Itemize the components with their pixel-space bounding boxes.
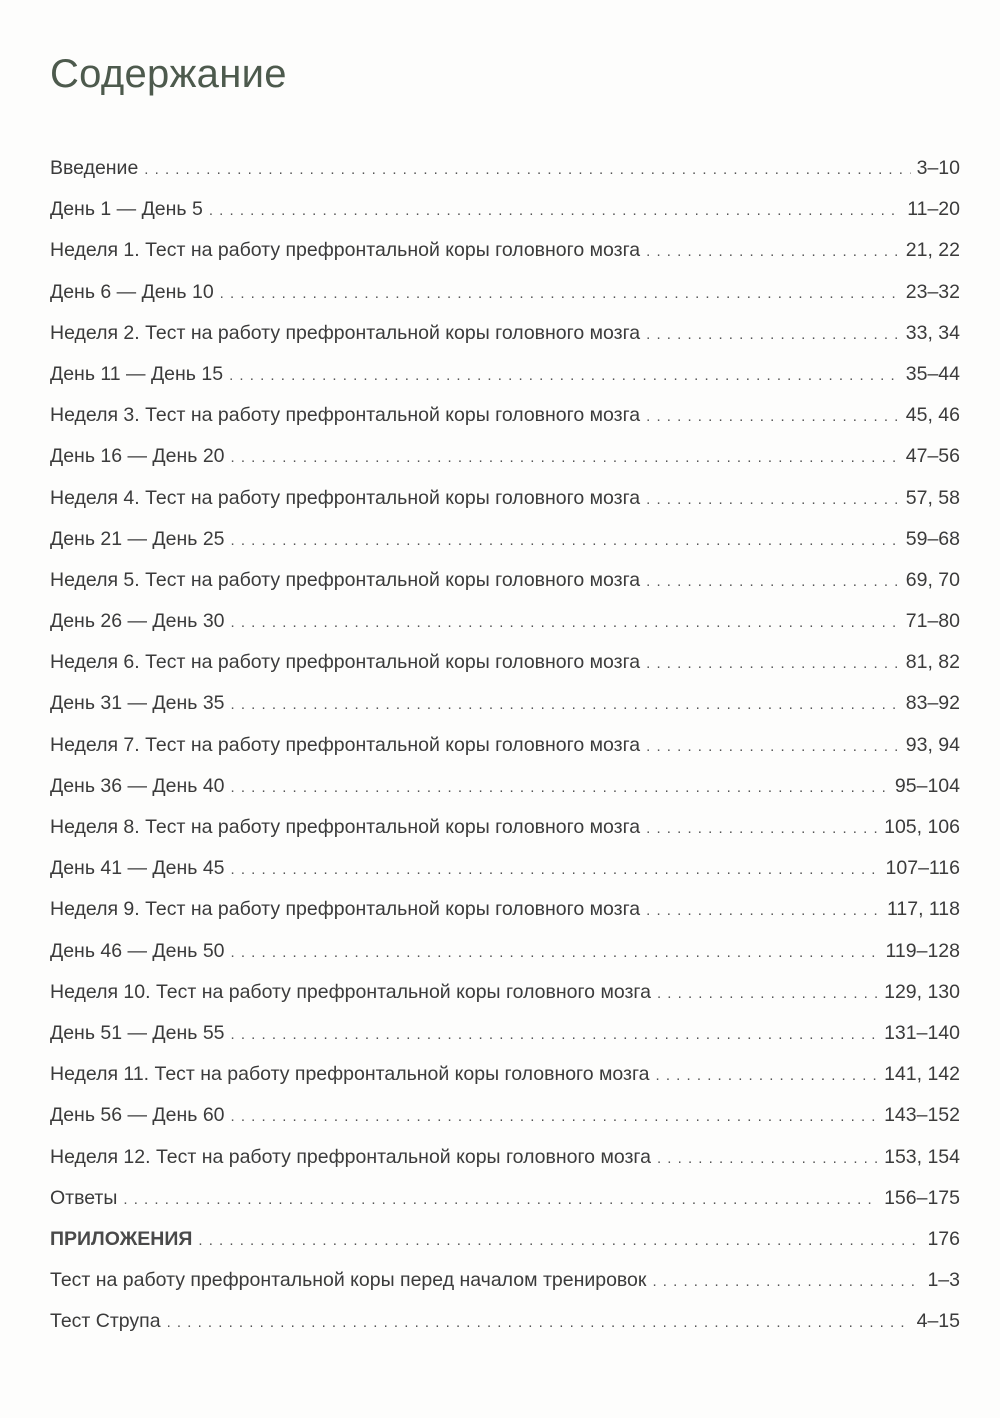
toc-entry-pages: 105, 106	[884, 816, 960, 838]
toc-entry-label: Неделя 10. Тест на работу префронтальной коры головного мозга	[50, 980, 651, 1003]
toc-entry-label: День 56 — День 60	[50, 1104, 225, 1127]
dot-leader	[646, 561, 900, 602]
toc-entry-pages: 11–20	[907, 198, 960, 221]
dot-leader	[646, 396, 900, 437]
toc-entry-pages: 95–104	[894, 774, 960, 797]
toc-entry-pages: 117, 118	[886, 898, 960, 921]
dot-leader	[144, 149, 910, 190]
toc-entry[interactable]	[50, 1178, 960, 1219]
toc-entry-pages: 35–44	[905, 362, 960, 385]
toc-entry-pages: 153, 154	[884, 1145, 960, 1168]
dot-leader	[231, 1014, 879, 1055]
dot-leader	[123, 1179, 878, 1220]
toc-entry-label: День 11 — День 15	[50, 362, 224, 385]
toc-entry-label: День 36 — День 40	[50, 774, 225, 797]
toc-entry[interactable]	[50, 272, 960, 313]
toc-entry[interactable]	[50, 560, 960, 601]
toc-entry-pages: 83–92	[905, 692, 960, 715]
page-title: Содержание	[50, 52, 287, 96]
toc-entry[interactable]	[50, 683, 960, 724]
dot-leader	[657, 973, 878, 1014]
toc-entry-pages: 47–56	[905, 445, 960, 468]
dot-leader	[229, 355, 900, 396]
dot-leader	[231, 767, 889, 808]
toc-entry-label: День 16 — День 20	[50, 445, 225, 468]
dot-leader	[231, 602, 900, 643]
dot-leader	[231, 520, 900, 561]
toc-entry-label: Неделя 2. Тест на работу префронтальной коры головного мозга	[50, 321, 641, 344]
dot-leader	[656, 1055, 879, 1096]
toc-entry-pages: 45, 46	[905, 404, 960, 427]
toc-entry-label: День 46 — День 50	[50, 939, 225, 962]
toc-entry-label: Неделя 12. Тест на работу префронтальной коры головного мозга	[50, 1145, 651, 1168]
toc-entry-label: Тест Струпа	[50, 1310, 161, 1333]
dot-leader	[231, 684, 900, 725]
toc-entry-pages: 1–3	[927, 1269, 960, 1292]
toc-entry-label: День 41 — День 45	[50, 857, 225, 880]
toc-entry-pages: 107–116	[885, 857, 960, 880]
toc-entry[interactable]	[50, 1260, 960, 1301]
dot-leader	[646, 726, 900, 767]
toc-entry-label: Неделя 6. Тест на работу префронтальной коры головного мозга	[50, 651, 641, 674]
toc-entry-pages: 21, 22	[905, 239, 960, 262]
toc-entry-label: Ответы	[50, 1186, 118, 1209]
toc-entry-label: Неделя 5. Тест на работу префронтальной коры головного мозга	[50, 568, 641, 591]
toc-entry-label: День 21 — День 25	[50, 527, 225, 550]
toc-entry[interactable]	[50, 1095, 960, 1136]
toc-entry[interactable]	[50, 889, 960, 930]
toc-entry[interactable]	[50, 848, 960, 889]
dot-leader	[231, 1096, 879, 1137]
toc-entry[interactable]	[50, 1219, 960, 1260]
table-of-contents	[50, 148, 960, 1342]
toc-entry[interactable]	[50, 148, 960, 189]
dot-leader	[652, 1261, 921, 1302]
toc-entry[interactable]	[50, 313, 960, 354]
toc-entry[interactable]	[50, 1301, 960, 1342]
toc-entry-label: Неделя 7. Тест на работу префронтальной коры головного мозга	[50, 733, 641, 756]
toc-entry-label: Неделя 4. Тест на работу префронтальной коры головного мозга	[50, 486, 641, 509]
toc-entry-label: День 31 — День 35	[50, 692, 225, 715]
toc-entry-pages: 176	[927, 1227, 960, 1250]
dot-leader	[646, 314, 900, 355]
toc-entry-label: Неделя 9. Тест на работу префронтальной коры головного мозга	[50, 898, 641, 921]
toc-entry[interactable]	[50, 519, 960, 560]
dot-leader	[231, 932, 880, 973]
toc-entry[interactable]	[50, 189, 960, 230]
toc-entry-pages: 81, 82	[905, 651, 960, 674]
dot-leader	[646, 231, 900, 272]
toc-entry[interactable]	[50, 354, 960, 395]
toc-entry[interactable]	[50, 1054, 960, 1095]
toc-entry-pages: 23–32	[905, 280, 960, 303]
dot-leader	[646, 890, 881, 931]
toc-entry-label: День 6 — День 10	[50, 280, 214, 303]
toc-entry-label: День 1 — День 5	[50, 198, 203, 221]
toc-entry-label: Тест на работу префронтальной коры перед началом тренировок	[50, 1269, 647, 1292]
toc-entry-pages: 33, 34	[905, 321, 960, 344]
toc-entry-label: Введение	[50, 157, 139, 179]
toc-entry[interactable]	[50, 1013, 960, 1054]
dot-leader	[646, 643, 900, 684]
dot-leader	[646, 479, 900, 520]
dot-leader	[220, 273, 900, 314]
toc-entry-pages: 71–80	[905, 610, 960, 633]
toc-entry-label: День 51 — День 55	[50, 1021, 225, 1044]
toc-entry[interactable]	[50, 1137, 960, 1178]
dot-leader	[657, 1138, 878, 1179]
toc-entry-pages: 59–68	[905, 527, 960, 550]
toc-entry-pages: 69, 70	[905, 568, 960, 591]
dot-leader	[231, 849, 880, 890]
dot-leader	[646, 808, 878, 849]
toc-entry[interactable]	[50, 601, 960, 642]
toc-entry-label: День 26 — День 30	[50, 610, 225, 633]
toc-entry[interactable]	[50, 230, 960, 271]
toc-entry-pages: 119–128	[885, 939, 960, 962]
toc-entry[interactable]	[50, 766, 960, 807]
dot-leader	[198, 1220, 921, 1261]
toc-entry[interactable]	[50, 725, 960, 766]
toc-entry[interactable]	[50, 807, 960, 848]
toc-entry[interactable]	[50, 642, 960, 683]
toc-entry[interactable]	[50, 972, 960, 1013]
toc-entry-label: Неделя 1. Тест на работу префронтальной коры головного мозга	[50, 239, 641, 262]
toc-entry-label: Неделя 3. Тест на работу префронтальной коры головного мозга	[50, 404, 641, 427]
dot-leader	[231, 437, 900, 478]
toc-entry-pages: 3–10	[916, 157, 960, 179]
toc-entry-pages: 57, 58	[905, 486, 960, 509]
toc-entry[interactable]	[50, 478, 960, 519]
toc-entry-label: Неделя 8. Тест на работу префронтальной коры головного мозга	[50, 816, 641, 838]
dot-leader	[167, 1302, 911, 1343]
dot-leader	[209, 190, 901, 231]
toc-entry[interactable]	[50, 395, 960, 436]
toc-entry-label: ПРИЛОЖЕНИЯ	[50, 1227, 193, 1250]
toc-entry[interactable]	[50, 436, 960, 477]
toc-entry-pages: 129, 130	[884, 980, 960, 1003]
toc-entry-pages: 156–175	[884, 1186, 960, 1209]
toc-entry-pages: 131–140	[884, 1021, 960, 1044]
toc-entry-pages: 141, 142	[884, 1063, 960, 1086]
toc-entry-pages: 143–152	[884, 1104, 960, 1127]
toc-entry[interactable]	[50, 931, 960, 972]
toc-entry-label: Неделя 11. Тест на работу префронтальной коры головного мозга	[50, 1063, 650, 1086]
toc-entry-pages: 4–15	[916, 1310, 960, 1333]
toc-entry-pages: 93, 94	[905, 733, 960, 756]
